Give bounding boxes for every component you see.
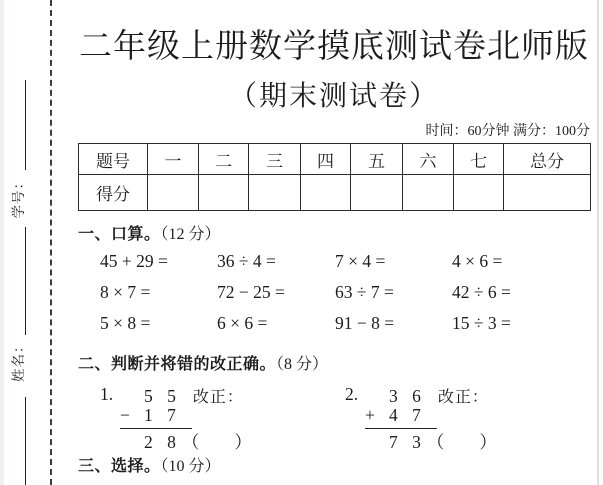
- judgement-parentheses: （ ）: [181, 432, 252, 452]
- oral-problem: 6 × 6 =: [217, 313, 268, 333]
- oral-problem: 36 ÷ 4 =: [217, 251, 276, 271]
- bottom-operand: 1 7: [144, 405, 176, 425]
- binding-dashed-line: [50, 0, 52, 485]
- header-cell-total: 总分: [504, 144, 591, 175]
- judge-problems: [100, 384, 555, 450]
- score-cell-empty: [148, 175, 199, 211]
- page-subtitle: （期末测试卷）: [228, 81, 439, 112]
- top-operand: 5 5: [144, 386, 176, 406]
- top-operand-row: [120, 384, 252, 405]
- header-cell-4: 四: [301, 144, 351, 175]
- section-oral-heading-bold: 一、口算。: [78, 226, 161, 243]
- score-cell-empty: [199, 175, 249, 211]
- header-cell-1: 一: [148, 144, 199, 175]
- score-row-label: 得分: [79, 175, 148, 211]
- window-right-edge: [597, 0, 599, 485]
- result-row: [365, 429, 497, 450]
- operator: −: [120, 405, 130, 425]
- judge-problem-1: [100, 384, 310, 450]
- section-judge-heading: [78, 351, 328, 374]
- ruled-segment: [365, 405, 437, 429]
- score-cell-empty: [351, 175, 403, 211]
- section-choose-heading-bold: 三、选择。: [78, 458, 161, 475]
- student-id-label: 学号：: [11, 175, 26, 219]
- oral-problem: 91 − 8 =: [335, 313, 395, 333]
- name-fill-line: [12, 397, 26, 485]
- bottom-operand-row: [120, 405, 252, 426]
- header-cell-2: 二: [199, 144, 249, 175]
- oral-problem: 5 × 8 =: [100, 313, 151, 333]
- oral-problems-grid: [100, 251, 590, 332]
- score-table-score-row: [79, 175, 591, 211]
- section-judge-heading-bold: 二、判断并将错的改正确。: [78, 356, 277, 373]
- oral-problem: 4 × 6 =: [452, 251, 503, 271]
- score-cell-empty: [504, 175, 591, 211]
- vertical-arithmetic: [365, 384, 497, 450]
- top-operand-row: [365, 384, 497, 405]
- problem-number: 1.: [100, 384, 114, 404]
- bottom-operand-row: [365, 405, 497, 426]
- score-cell-empty: [249, 175, 301, 211]
- ruled-segment: [120, 405, 192, 429]
- judgement-parentheses: （ ）: [426, 432, 497, 452]
- oral-problem: 45 + 29 =: [100, 251, 168, 271]
- header-cell-5: 五: [351, 144, 403, 175]
- page-title: 二年级上册数学摸底测试卷北师版: [79, 29, 589, 65]
- top-operand: 3 6: [389, 386, 421, 406]
- oral-problem: 15 ÷ 3 =: [452, 313, 511, 333]
- problem-number: 2.: [345, 384, 359, 404]
- section-judge-points: （8 分）: [276, 356, 329, 373]
- id-fill-line: [12, 80, 26, 170]
- section-choose-heading: [78, 453, 221, 476]
- vertical-arithmetic: [120, 384, 252, 450]
- result-row: [120, 429, 252, 450]
- score-cell-empty: [403, 175, 454, 211]
- section-oral-points: （12 分）: [160, 226, 221, 243]
- score-table-header-row: [79, 144, 591, 175]
- student-name-label: 姓名：: [11, 338, 26, 382]
- oral-problem: 63 ÷ 7 =: [335, 282, 394, 302]
- result-value: 2 8: [144, 432, 176, 452]
- result-value: 7 3: [389, 432, 421, 452]
- header-cell-question-no: 题号: [79, 144, 148, 175]
- judge-problem-2: [345, 384, 555, 450]
- time-score-meta: 时间：60分钟 满分：100分: [425, 124, 590, 139]
- section-choose-points: （10 分）: [160, 458, 221, 475]
- header-cell-3: 三: [249, 144, 301, 175]
- oral-problem: 42 ÷ 6 =: [452, 282, 511, 302]
- oral-problem: 8 × 7 =: [100, 282, 151, 302]
- score-table: [78, 143, 591, 211]
- oral-problem: 72 − 25 =: [217, 282, 285, 302]
- section-oral-heading: [78, 221, 221, 244]
- student-info-margin: [7, 0, 27, 485]
- header-cell-6: 六: [403, 144, 454, 175]
- correction-label: 改正：: [437, 389, 489, 406]
- operator: +: [365, 405, 375, 425]
- bottom-operand: 4 7: [389, 405, 421, 425]
- name-extra-line: [12, 228, 26, 336]
- oral-problem: 7 × 4 =: [335, 251, 386, 271]
- score-cell-empty: [301, 175, 351, 211]
- score-cell-empty: [454, 175, 504, 211]
- correction-label: 改正：: [192, 389, 244, 406]
- window-left-edge: [0, 0, 4, 485]
- header-cell-7: 七: [454, 144, 504, 175]
